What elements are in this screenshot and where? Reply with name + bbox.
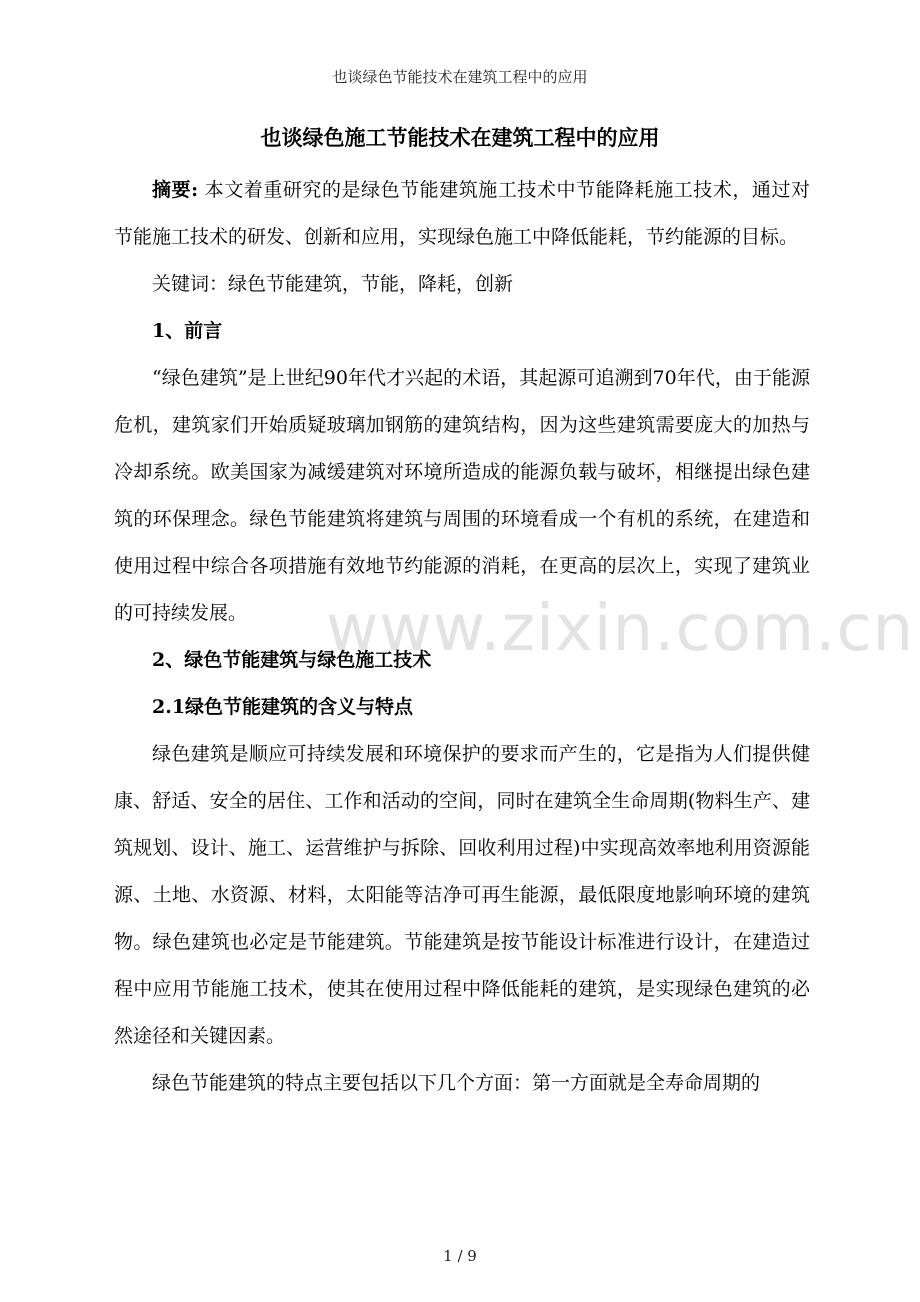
section-2-1-paragraph-1: 绿色建筑是顺应可持续发展和环境保护的要求而产生的，它是指为人们提供健康、舒适、安全的居住、工作和活动的空间，同时在建筑全生命周期(物料生产、建筑规划、设计、施工、运营维护与拆除、回收利用过程)中实现高效率地利用资源能源、土地、水资源、材料，太阳能等洁净可再生能源，最低限度地影响环境的建筑物。绿色建筑也必定是节能建筑。节能建筑是按节能设计标准进行设计，在建造过程中应用节能施工技术，使其在使用过程中降低能耗的建筑，是实现绿色建筑的必然途径和关键因素。 (114, 743, 810, 1047)
abstract-text: 本文着重研究的是绿色节能建筑施工技术中节能降耗施工技术，通过对节能施工技术的研发、创新和应用，实现绿色施工中降低能耗，节约能源的目标。 (114, 179, 811, 248)
keywords: 关键词：绿色节能建筑，节能，降耗，创新 (152, 273, 514, 295)
section-heading-1: 1、前言 (152, 320, 223, 342)
watermark: www.zixin.com.cn (326, 592, 915, 666)
section-heading-2-1: 2.1绿色节能建筑的含义与特点 (152, 696, 414, 718)
section-heading-2: 2、绿色节能建筑与绿色施工技术 (152, 649, 432, 671)
abstract-paragraph (114, 167, 810, 261)
section-1-paragraph: “绿色建筑”是上世纪90年代才兴起的术语，其起源可追溯到70年代，由于能源危机，建筑家们开始质疑玻璃加钢筋的建筑结构，因为这些建筑需要庞大的加热与冷却系统。欧美国家为减缓建筑对环境所造成的能源负载与破坏，相继提出绿色建筑的环保理念。绿色节能建筑将建筑与周围的环境看成一个有机的系统，在建造和使用过程中综合各项措施有效地节约能源的消耗，在更高的层次上，实现了建筑业的可持续发展。 (114, 367, 810, 624)
document-title: 也谈绿色施工节能技术在建筑工程中的应用 (260, 125, 660, 150)
section-2-1-paragraph-2: 绿色节能建筑的特点主要包括以下几个方面：第一方面就是全寿命周期的 (152, 1072, 761, 1094)
abstract-label: 摘要: (152, 179, 199, 201)
page-number: 1 / 9 (443, 1247, 477, 1265)
document-body (114, 167, 810, 1107)
running-header: 也谈绿色节能技术在建筑工程中的应用 (332, 68, 588, 86)
